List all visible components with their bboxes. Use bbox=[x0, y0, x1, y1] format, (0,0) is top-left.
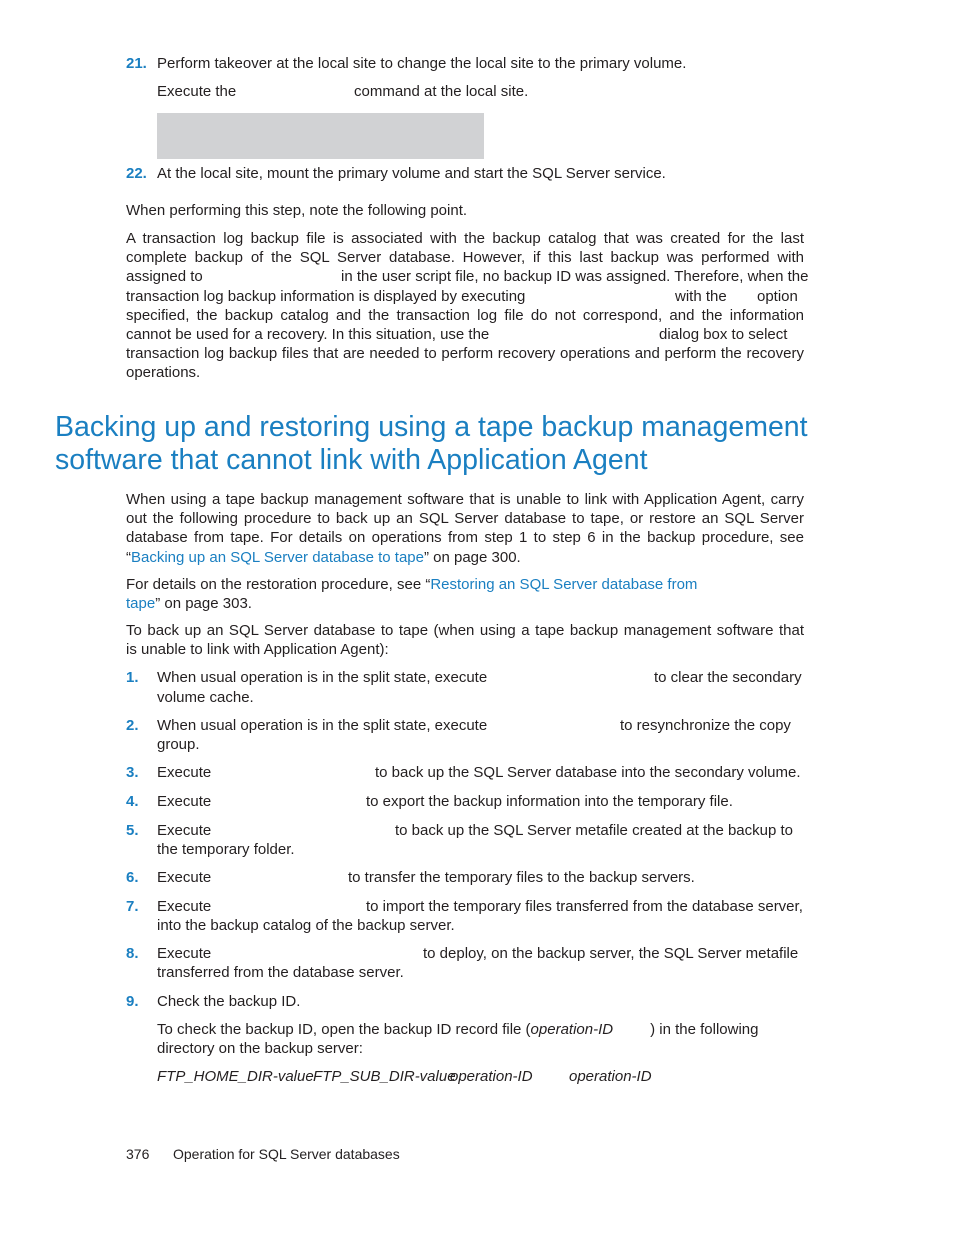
step-text: Execute bbox=[157, 822, 212, 839]
note-line bbox=[126, 287, 804, 306]
intro-line: out the following procedure to back up an SQL Server database to tape, or restore an SQL Server bbox=[126, 510, 804, 528]
heading-line: software that cannot link with Application Agent bbox=[55, 444, 648, 476]
step-number: 4. bbox=[126, 793, 139, 810]
restore-line bbox=[126, 594, 804, 613]
step-number: 1. bbox=[126, 669, 139, 686]
restore-from-tape-link[interactable]: Restoring an SQL Server database from bbox=[430, 576, 698, 593]
footer-title: Operation for SQL Server databases bbox=[173, 1146, 400, 1162]
step-number: 7. bbox=[126, 898, 139, 915]
note-intro: When performing this step, note the following point. bbox=[126, 202, 468, 219]
intro-line: database from tape. For details on operations from step 1 to step 6 in the backup procedure, see bbox=[126, 529, 804, 547]
note-line bbox=[126, 267, 809, 286]
note-line: transaction log backup files that are needed to perform recovery operations and perform the recovery bbox=[126, 345, 804, 363]
command-example-box bbox=[157, 113, 484, 159]
step-text: to back up the SQL Server metafile created at the backup to bbox=[395, 822, 794, 839]
page-reference: ” on page 303. bbox=[155, 595, 252, 613]
note-fragment: in the user script file, no backup ID was assigned. Therefore, when the bbox=[341, 268, 809, 286]
detail-suffix: ) in the following bbox=[650, 1021, 759, 1038]
path-part: operation-ID bbox=[569, 1068, 652, 1085]
note-fragment: dialog box to select bbox=[659, 325, 788, 343]
step9-detail-line2: directory on the backup server: bbox=[157, 1040, 363, 1057]
step-number: 2. bbox=[126, 717, 139, 734]
open-quote: “ bbox=[126, 548, 131, 566]
intro-line bbox=[126, 548, 804, 567]
note-fragment: with the bbox=[675, 287, 727, 305]
step-number: 21. bbox=[126, 55, 147, 72]
step-number: 3. bbox=[126, 764, 139, 781]
step-text: to transfer the temporary files to the backup servers. bbox=[348, 869, 695, 886]
step-text: Execute bbox=[157, 869, 212, 886]
step-text: to resynchronize the copy bbox=[620, 717, 791, 734]
intro-paragraph bbox=[126, 490, 804, 567]
note-line: specified, the backup catalog and the transaction log file do not correspond, and the information bbox=[126, 306, 804, 324]
restore-line bbox=[126, 575, 804, 594]
execute-suffix: command at the local site. bbox=[354, 83, 529, 100]
detail-prefix: To check the backup ID, open the backup ID record file ( bbox=[157, 1021, 531, 1038]
note-fragment: assigned to bbox=[126, 268, 203, 286]
page-reference: ” on page 300. bbox=[423, 548, 521, 566]
note-line: complete backup of the SQL Server database. However, if this last backup was performed with bbox=[126, 249, 804, 267]
section-heading bbox=[55, 411, 808, 477]
note-line: A transaction log backup file is associated with the backup catalog that was created for the last bbox=[126, 230, 804, 247]
step-text: When usual operation is in the split state, execute bbox=[157, 717, 488, 734]
step-number: 8. bbox=[126, 945, 139, 962]
note-fragment: option bbox=[757, 287, 798, 305]
step-number: 9. bbox=[126, 993, 139, 1010]
procedure-intro bbox=[126, 621, 804, 659]
step-number: 5. bbox=[126, 822, 139, 839]
note-fragment: cannot be used for a recovery. In this situation, use the bbox=[126, 325, 490, 343]
step-text: to export the backup information into the temporary file. bbox=[366, 793, 733, 810]
step-text: Check the backup ID. bbox=[157, 993, 301, 1010]
step-text: Perform takeover at the local site to change the local site to the primary volume. bbox=[157, 55, 687, 72]
step-text: At the local site, mount the primary volume and start the SQL Server service. bbox=[157, 165, 666, 182]
procedure-line: To back up an SQL Server database to tape (when using a tape backup management software that bbox=[126, 622, 804, 639]
step-text: volume cache. bbox=[157, 689, 254, 706]
step-text: Execute bbox=[157, 898, 212, 915]
step-text: Execute bbox=[157, 764, 212, 781]
execute-prefix: Execute the bbox=[157, 83, 237, 100]
step-text: When usual operation is in the split state, execute bbox=[157, 669, 488, 686]
path-part: operation-ID bbox=[450, 1068, 533, 1085]
step-text: Execute bbox=[157, 945, 212, 962]
step-number: 22. bbox=[126, 165, 147, 182]
step-text: Execute bbox=[157, 793, 212, 810]
step-text: to import the temporary files transferred from the database server, bbox=[366, 898, 803, 915]
step-text: to clear the secondary bbox=[654, 669, 802, 686]
procedure-line: is unable to link with Application Agent): bbox=[126, 641, 389, 659]
restore-paragraph bbox=[126, 575, 804, 613]
step-text: to back up the SQL Server database into the secondary volume. bbox=[375, 764, 801, 781]
backup-to-tape-link[interactable]: Backing up an SQL Server database to tape bbox=[131, 548, 424, 566]
step-number: 6. bbox=[126, 869, 139, 886]
note-fragment: transaction log backup information is displayed by executing bbox=[126, 287, 526, 305]
path-part: FTP_HOME_DIR-value bbox=[157, 1068, 314, 1085]
note-line: operations. bbox=[126, 364, 201, 382]
page-number: 376 bbox=[126, 1146, 150, 1162]
step-text: into the backup catalog of the backup server. bbox=[157, 917, 455, 934]
heading-line: Backing up and restoring using a tape backup management bbox=[55, 411, 808, 443]
step9-detail bbox=[157, 1020, 759, 1039]
intro-line: When using a tape backup management software that is unable to link with Application Agent, carry bbox=[126, 491, 804, 508]
step-text: group. bbox=[157, 736, 200, 753]
step-text: the temporary folder. bbox=[157, 841, 295, 858]
restore-from-tape-link[interactable]: tape bbox=[126, 595, 156, 613]
restore-prefix: For details on the restoration procedure, see “ bbox=[126, 576, 431, 593]
step-text: transferred from the database server. bbox=[157, 964, 404, 981]
operation-id-placeholder: operation-ID bbox=[530, 1021, 614, 1038]
path-part: FTP_SUB_DIR-value bbox=[313, 1068, 456, 1085]
note-paragraph bbox=[126, 229, 809, 383]
note-line bbox=[126, 325, 804, 344]
step-text: to deploy, on the backup server, the SQL Server metafile bbox=[423, 945, 799, 962]
